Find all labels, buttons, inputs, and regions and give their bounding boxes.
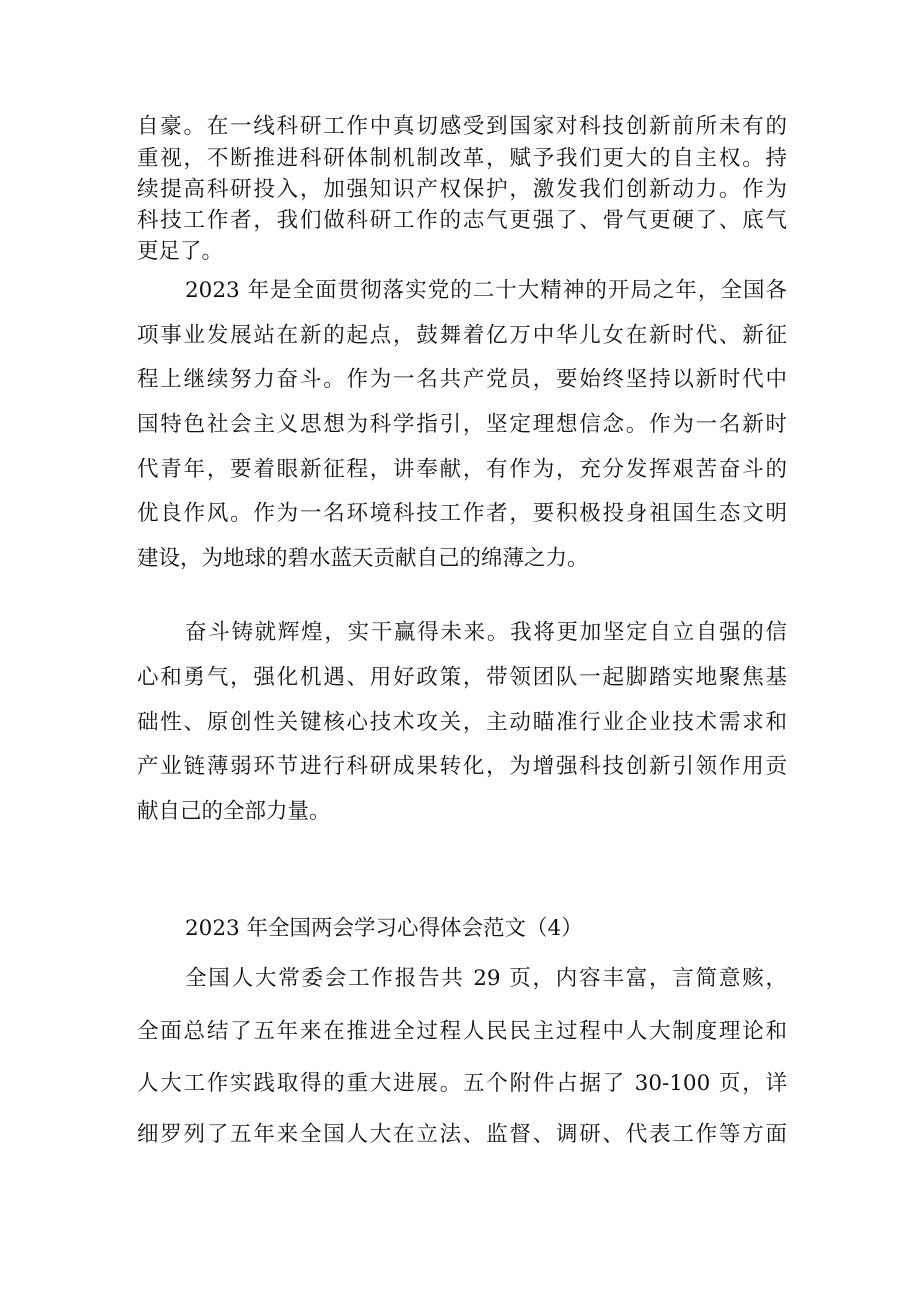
paragraph-line: 国特色社会主义思想为科学指引，坚定理想信念。作为一名新时 <box>137 412 787 437</box>
paragraph-line: 科技工作者，我们做科研工作的志气更强了、骨气更硬了、底气 <box>137 208 787 233</box>
paragraph-line: 全面总结了五年来在推进全过程人民民主过程中人大制度理论和 <box>137 1019 787 1044</box>
paragraph-line: 献自己的全部力量。 <box>137 799 331 824</box>
paragraph-line: 重视，不断推进科研体制机制改革，赋予我们更大的自主权。持 <box>137 146 787 171</box>
paragraph-line: 奋斗铸就辉煌，实干赢得未来。我将更加坚定自立自强的信 <box>185 620 787 645</box>
paragraph-line: 础性、原创性关键核心技术攻关，主动瞄准行业企业技术需求和 <box>137 710 787 735</box>
paragraph-line: 自豪。在一线科研工作中真切感受到国家对科技创新前所未有的 <box>137 114 787 139</box>
section-heading: 2023 年全国两会学习心得体会范文（4） <box>185 916 583 941</box>
paragraph-line: 2023 年是全面贯彻落实党的二十大精神的开局之年，全国各 <box>185 278 787 303</box>
paragraph-line: 人大工作实践取得的重大进展。五个附件占据了 30-100 页，详 <box>137 1071 787 1096</box>
paragraph-line: 代青年，要着眼新征程，讲奉献，有作为，充分发挥艰苦奋斗的 <box>137 457 787 482</box>
paragraph-line: 全国人大常委会工作报告共 29 页，内容丰富，言简意赅， <box>185 966 787 991</box>
paragraph-line: 心和勇气，强化机遇、用好政策，带领团队一起脚踏实地聚焦基 <box>137 665 787 690</box>
paragraph-line: 建设，为地球的碧水蓝天贡献自己的绵薄之力。 <box>137 546 589 571</box>
paragraph-line: 程上继续努力奋斗。作为一名共产党员，要始终坚持以新时代中 <box>137 367 787 392</box>
paragraph-line: 细罗列了五年来全国人大在立法、监督、调研、代表工作等方面 <box>137 1122 787 1147</box>
paragraph-line: 产业链薄弱环节进行科研成果转化，为增强科技创新引领作用贡 <box>137 754 787 779</box>
paragraph-line: 优良作风。作为一名环境科技工作者，要积极投身祖国生态文明 <box>137 501 787 526</box>
paragraph-line: 项事业发展站在新的起点，鼓舞着亿万中华儿女在新时代、新征 <box>137 323 787 348</box>
paragraph-line: 续提高科研投入，加强知识产权保护，激发我们创新动力。作为 <box>137 177 787 202</box>
paragraph-line: 更足了。 <box>137 239 224 264</box>
